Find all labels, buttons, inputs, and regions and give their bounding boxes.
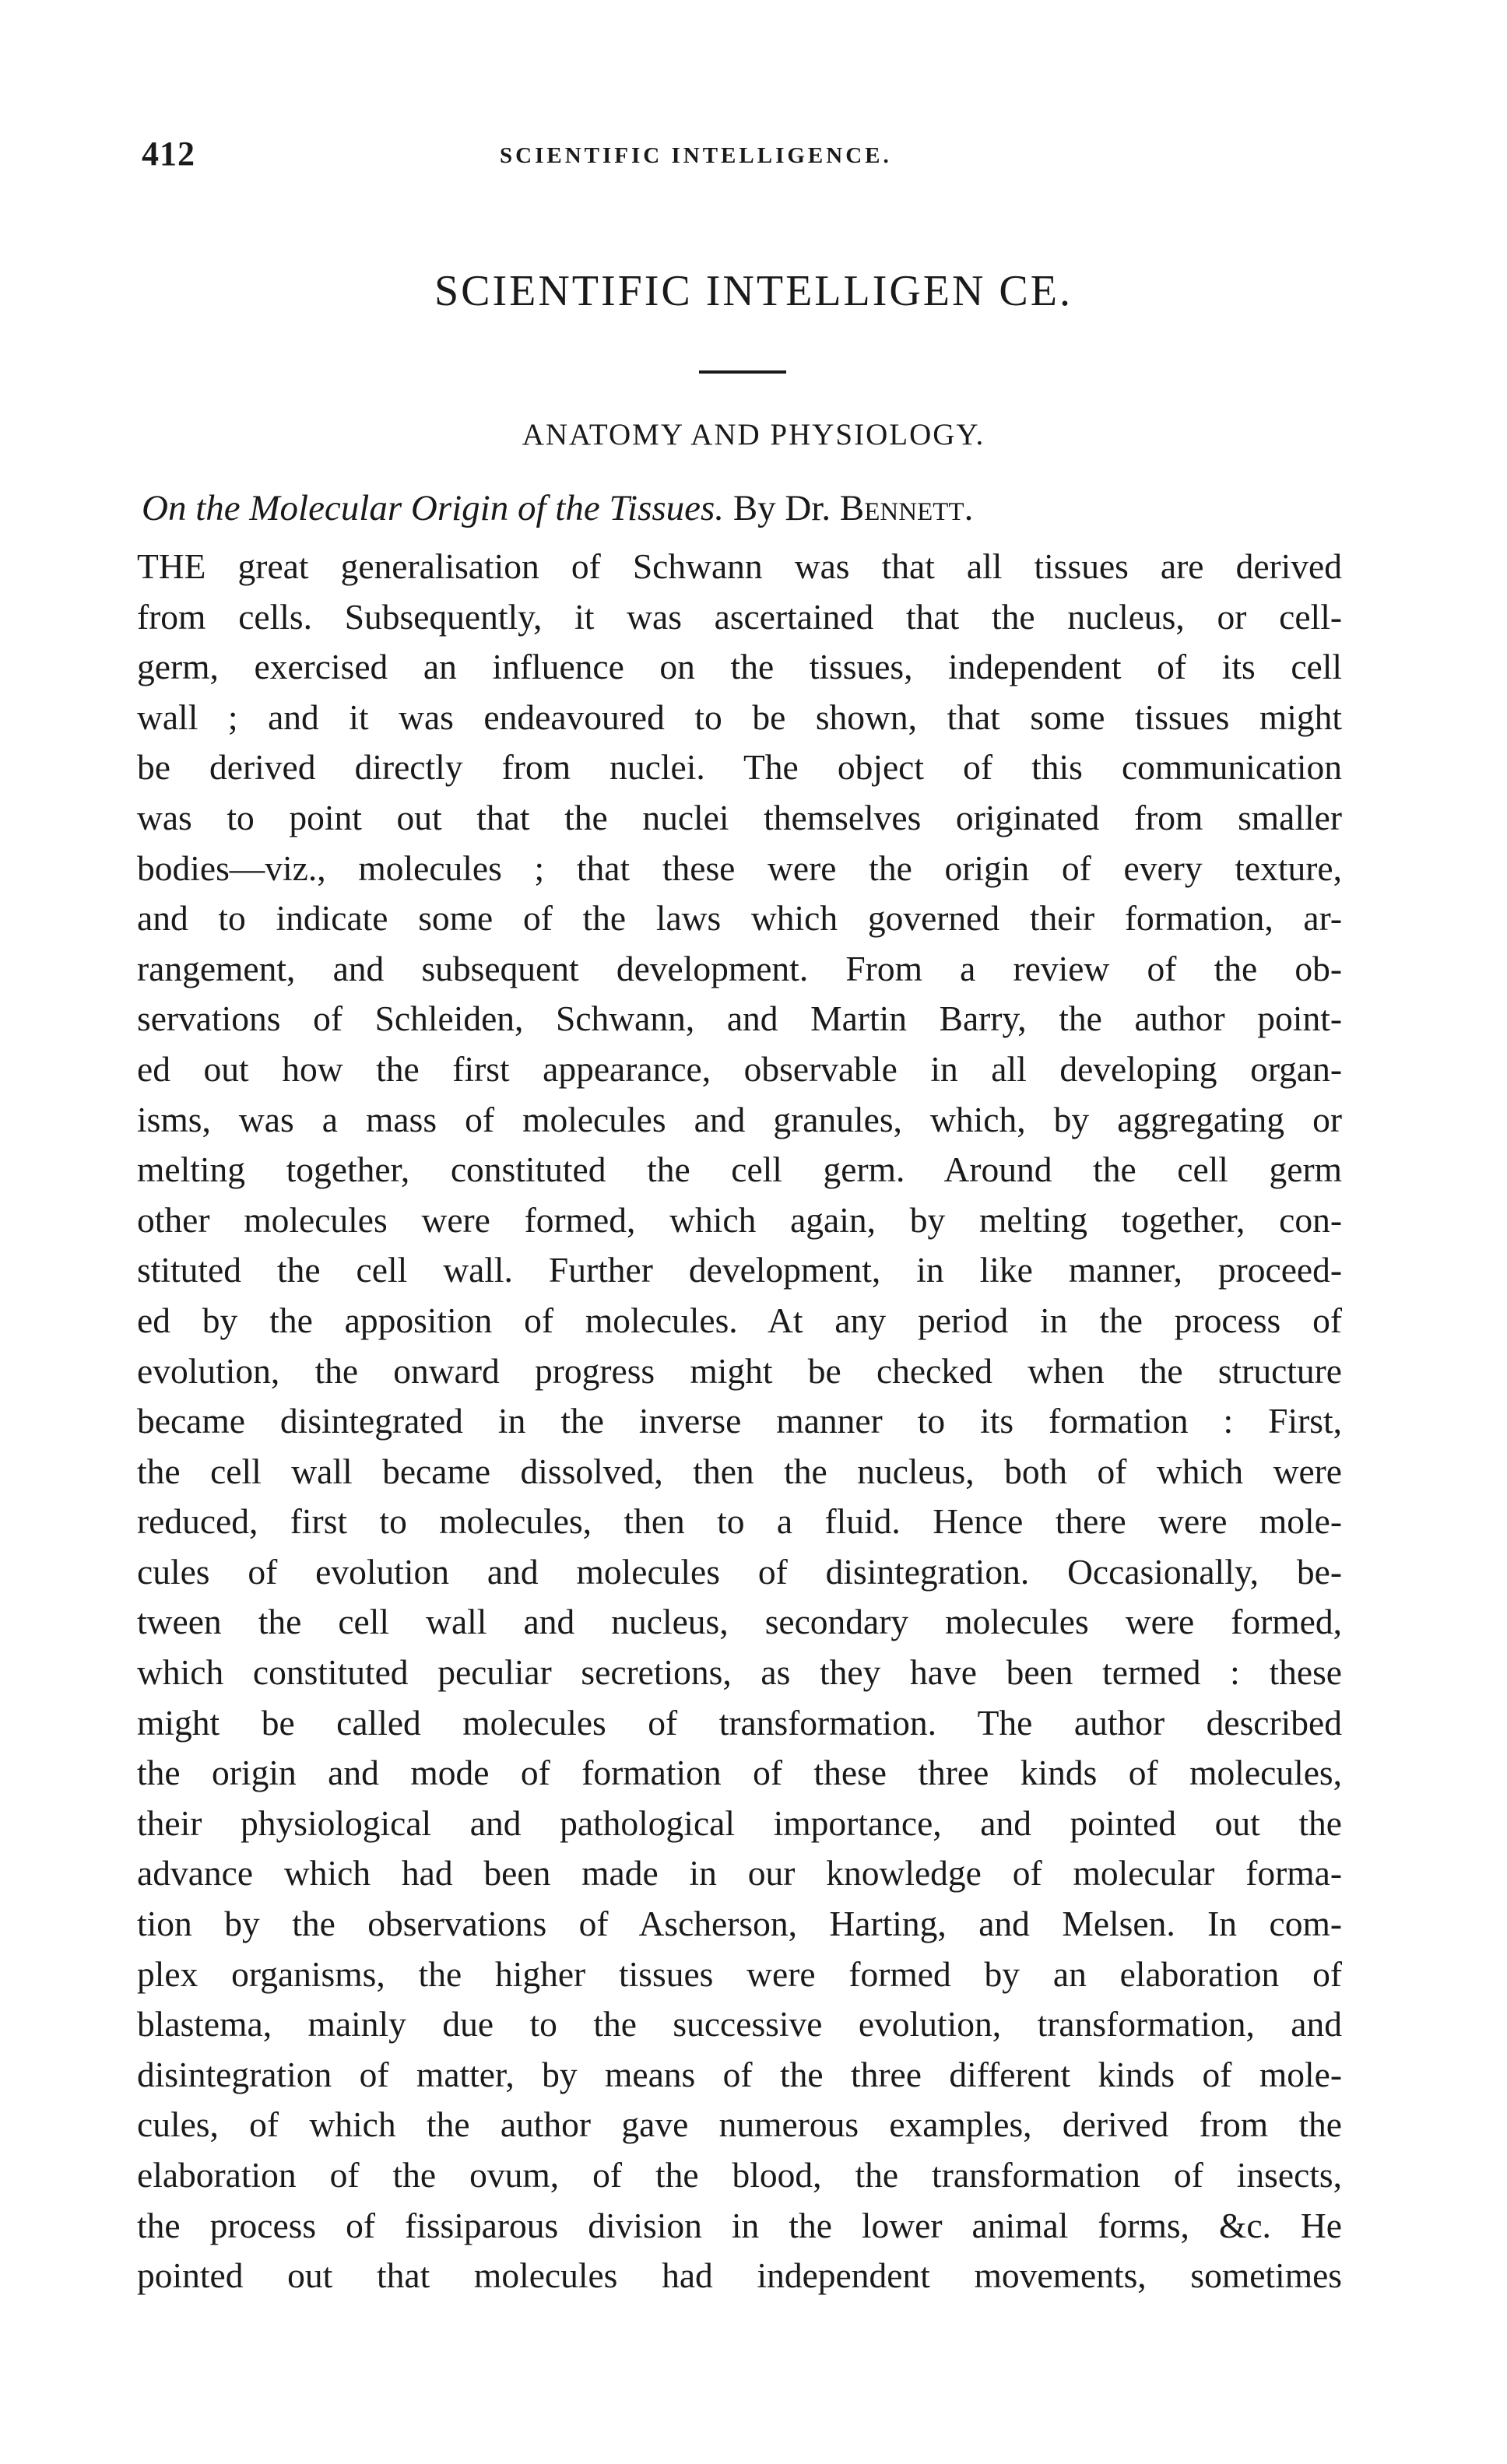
- body-line: ed out how the first appearance, observable in all developing organ-: [137, 1048, 1342, 1089]
- body-line: the process of fissiparous division in the lower animal forms, &c. He: [137, 2205, 1342, 2245]
- body-line: reduced, first to molecules, then to a fluid. Hence there were mole-: [137, 1501, 1342, 1542]
- body-line: from cells. Subsequently, it was ascertained that the nucleus, or cell-: [137, 596, 1342, 637]
- body-line: germ, exercised an influence on the tissues, independent of its cell: [137, 647, 1342, 687]
- body-line: advance which had been made in our knowledge of molecular forma-: [137, 1853, 1342, 1894]
- body-line: tion by the observations of Ascherson, Harting, and Melsen. In com-: [137, 1904, 1342, 1944]
- body-line: melting together, constituted the cell germ. Around the cell germ: [137, 1150, 1342, 1190]
- body-line: ed by the apposition of molecules. At any period in the process of: [137, 1300, 1342, 1340]
- section-title: SCIENTIFIC INTELLIGEN CE.: [434, 267, 1073, 315]
- body-line: servations of Schleiden, Schwann, and Martin Barry, the author point-: [137, 999, 1342, 1039]
- body-line: other molecules were formed, which again, by melting together, con-: [137, 1199, 1342, 1240]
- body-line: disintegration of matter, by means of the three different kinds of mole-: [137, 2054, 1342, 2094]
- byline-prefix: By Dr.: [732, 488, 831, 528]
- body-line: evolution, the onward progress might be checked when the structure: [137, 1350, 1342, 1391]
- body-line: bodies—viz., molecules ; that these were the origin of every texture,: [137, 848, 1342, 888]
- body-line: and to indicate some of the laws which governed their formation, ar-: [137, 898, 1342, 939]
- article-title: On the Molecular Origin of the Tissues.: [142, 488, 725, 528]
- body-line: isms, was a mass of molecules and granules, which, by aggregating or: [137, 1099, 1342, 1139]
- body-line: THE great generalisation of Schwann was that all tissues are derived: [137, 546, 1342, 586]
- subsection-title: ANATOMY AND PHYSIOLOGY.: [522, 418, 985, 451]
- body-line: rangement, and subsequent development. From a review of the ob-: [137, 948, 1342, 988]
- body-line: their physiological and pathological importance, and pointed out the: [137, 1802, 1342, 1843]
- body-line: elaboration of the ovum, of the blood, the transformation of insects,: [137, 2155, 1342, 2195]
- body-line: cules of evolution and molecules of disintegration. Occasionally, be-: [137, 1551, 1342, 1592]
- body-line: tween the cell wall and nucleus, secondary molecules were formed,: [137, 1602, 1342, 1642]
- body-line: was to point out that the nuclei themselves originated from smaller: [137, 797, 1342, 837]
- body-line: stituted the cell wall. Further development, in like manner, proceed-: [137, 1250, 1342, 1290]
- article-heading: [142, 487, 1340, 529]
- body-line: might be called molecules of transformation. The author described: [137, 1702, 1342, 1743]
- body-line: which constituted peculiar secretions, as they have been termed : these: [137, 1652, 1342, 1693]
- article-author: Bennett.: [839, 488, 974, 528]
- body-line: blastema, mainly due to the successive evolution, transformation, and: [137, 2004, 1342, 2045]
- page-number: 412: [142, 135, 195, 173]
- body-line: cules, of which the author gave numerous examples, derived from the: [137, 2104, 1342, 2145]
- body-line: plex organisms, the higher tissues were formed by an elaboration of: [137, 1953, 1342, 1994]
- running-title: SCIENTIFIC INTELLIGENCE.: [500, 143, 892, 168]
- body-text: [137, 542, 1342, 2301]
- running-head: [142, 134, 1340, 181]
- body-line: the origin and mode of formation of these three kinds of molecules,: [137, 1753, 1342, 1793]
- body-line: became disintegrated in the inverse manner to its formation : First,: [137, 1401, 1342, 1441]
- body-line: the cell wall became dissolved, then the nucleus, both of which were: [137, 1451, 1342, 1491]
- title-divider-rule: [699, 370, 786, 374]
- body-line: be derived directly from nuclei. The object of this communication: [137, 747, 1342, 788]
- body-line: wall ; and it was endeavoured to be shown, that some tissues might: [137, 697, 1342, 737]
- body-line: pointed out that molecules had independent movements, sometimes: [137, 2255, 1342, 2296]
